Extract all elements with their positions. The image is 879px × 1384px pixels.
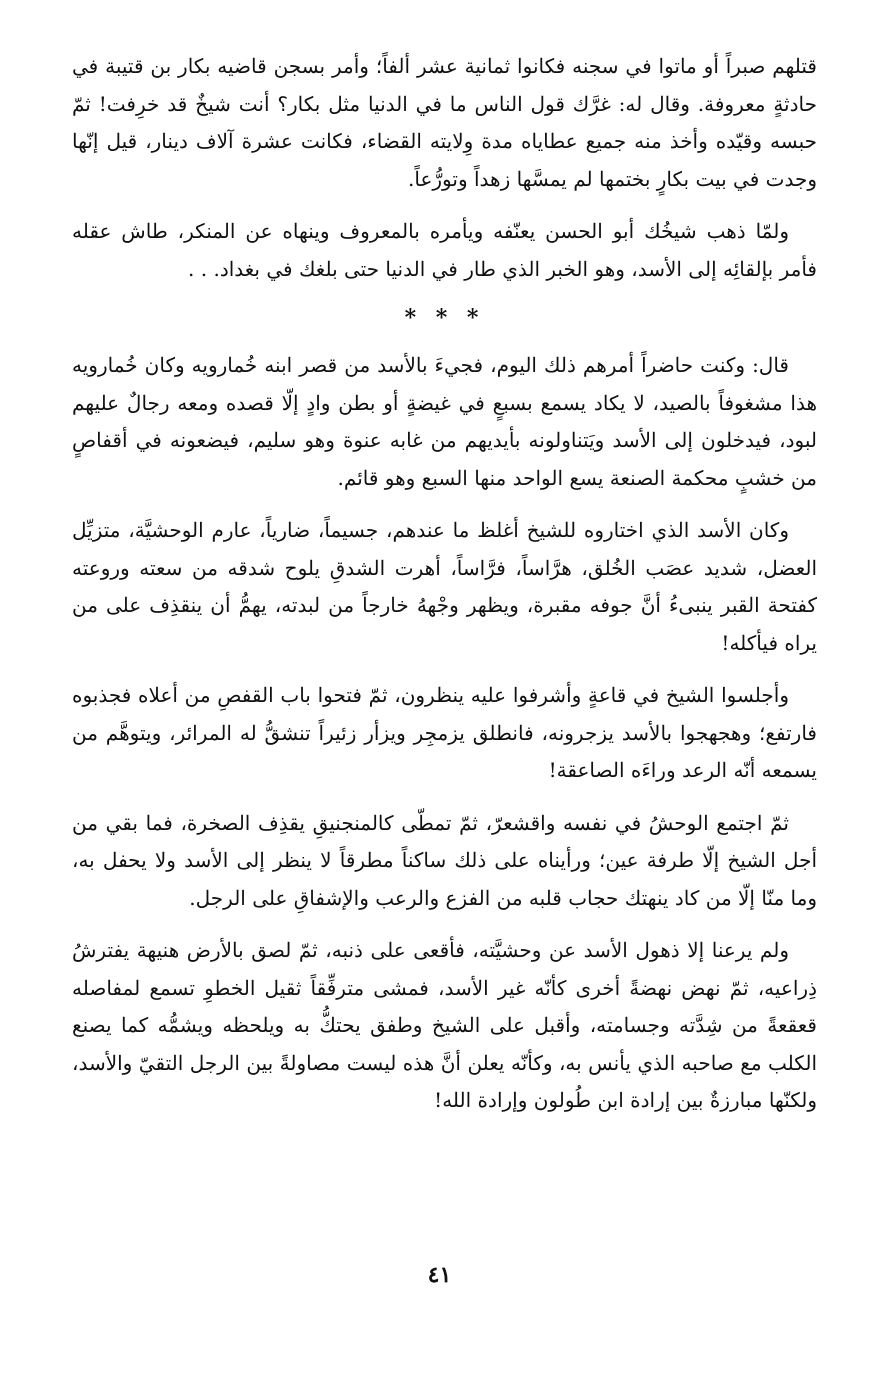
paragraph: ولمّا ذهب شيخُك أبو الحسن يعنّفه ويأمره بالمعروف وينهاه عن المنكر، طاش عقله فأمر بإلقائِه إلى الأسد، وهو الخبر الذي طار في الدنيا حتى بلغك في بغداد. . . bbox=[72, 219, 817, 281]
paragraph: وأجلسوا الشيخ في قاعةٍ وأشرفوا عليه ينظرون، ثمّ فتحوا باب القفصِ من أعلاه فجذبوه فارتفع؛ وهجهجوا بالأسد يزجرونه، فانطلق يزمجِر ويزأر زئيراً تنشقُّ له المرائر، ويتوهَّم من يسمعه أنّه الرعد وراءَه الصاعقة! bbox=[72, 683, 817, 782]
paragraph: قال: وكنت حاضراً أمرهم ذلك اليوم، فجيءَ بالأسد من قصر ابنه خُمارويه وكان خُمارويه هذا مشغوفاً بالصيد، لا يكاد يسمع بسبعٍ في غيضةٍ أو بطن وادٍ إلّا قصده ومعه رجالٌ عليهم لبود، فيدخلون إلى الأسد ويَتناولونه بأيديهم من غابه عنوة وهو سليم، فيضعونه في أقفاصٍ من خشبٍ محكمة الصنعة يسع الواحد منها السبع وهو قائم. bbox=[72, 353, 817, 490]
paragraph: ثمّ اجتمع الوحشُ في نفسه واقشعرّ، ثمّ تمطّى كالمنجنيقِ يقذِف الصخرة، فما بقي من أجل الشيخ إلّا طرفة عين؛ ورأيناه على ذلك ساكناً مطرقاً لا ينظر إلى الأسد ولا يحفل به، وما منّا إلّا من كاد ينهتك حجاب قلبه من الفزع والرعب والإشفاقِ على الرجل. bbox=[72, 810, 817, 910]
section-separator: * * * bbox=[404, 305, 485, 331]
paragraph: ولم يرعنا إلا ذهول الأسد عن وحشيَّته، فأقعى على ذنبه، ثمّ لصق بالأرض هنيهة يفترشُ ذِراعيه، ثمّ نهض نهضةً أخرى كأنّه غير الأسد، فمشى مترفِّقاً ثقيل الخطوِ تسمع لمفاصله قعقعةً من شِدَّته وجسامته، وأقبل على الشيخ وطفق يحتكُّ به ويلحظه ويشمُّه كما يصنع الكلب مع صاحبه الذي يأنس به، وكأنّه يعلن أنَّ هذه ليست مصاولةً بين الرجل التقيّ والأسد، ولكنّها مبارزةٌ بين إرادة ابن طُولون وإرادة الله! bbox=[72, 938, 817, 1112]
page-number: ٤١ bbox=[427, 1262, 452, 1288]
book-page bbox=[72, 48, 817, 1135]
paragraph: قتلهم صبراً أو ماتوا في سجنه فكانوا ثمانية عشر ألفاً؛ وأمر بسجن قاضيه بكار بن قتيبة في حادثةٍ معروفة. وقال له: غرَّك قول الناس ما في الدنيا مثل بكار؟ أنت شيخٌ قد خرِفت! ثمّ حبسه وقيّده وأخذ منه جميع عطاياه مدة وِلايته القضاء، فكانت عشرة آلاف دينار، قيل إنّها وجدت في بيت بكارٍ بختمها لم يمسَّها زهداً وتورُّعاً. bbox=[72, 54, 817, 191]
paragraph: وكان الأسد الذي اختاروه للشيخ أغلظ ما عندهم، جسيماً، ضارياً، عارم الوحشيَّة، متزيِّل العضل، شديد عصَب الخُلق، هرَّاساً، فرَّاساً، أهرت الشدقِ يلوح شدقه من سعته وروعته كفتحة القبر ينبىءُ أنَّ جوفه مقبرة، ويظهر وجْههُ خارجاً من لبدته، يهمُّ أن ينقذِف على من يراه فيأكله! bbox=[72, 518, 817, 655]
